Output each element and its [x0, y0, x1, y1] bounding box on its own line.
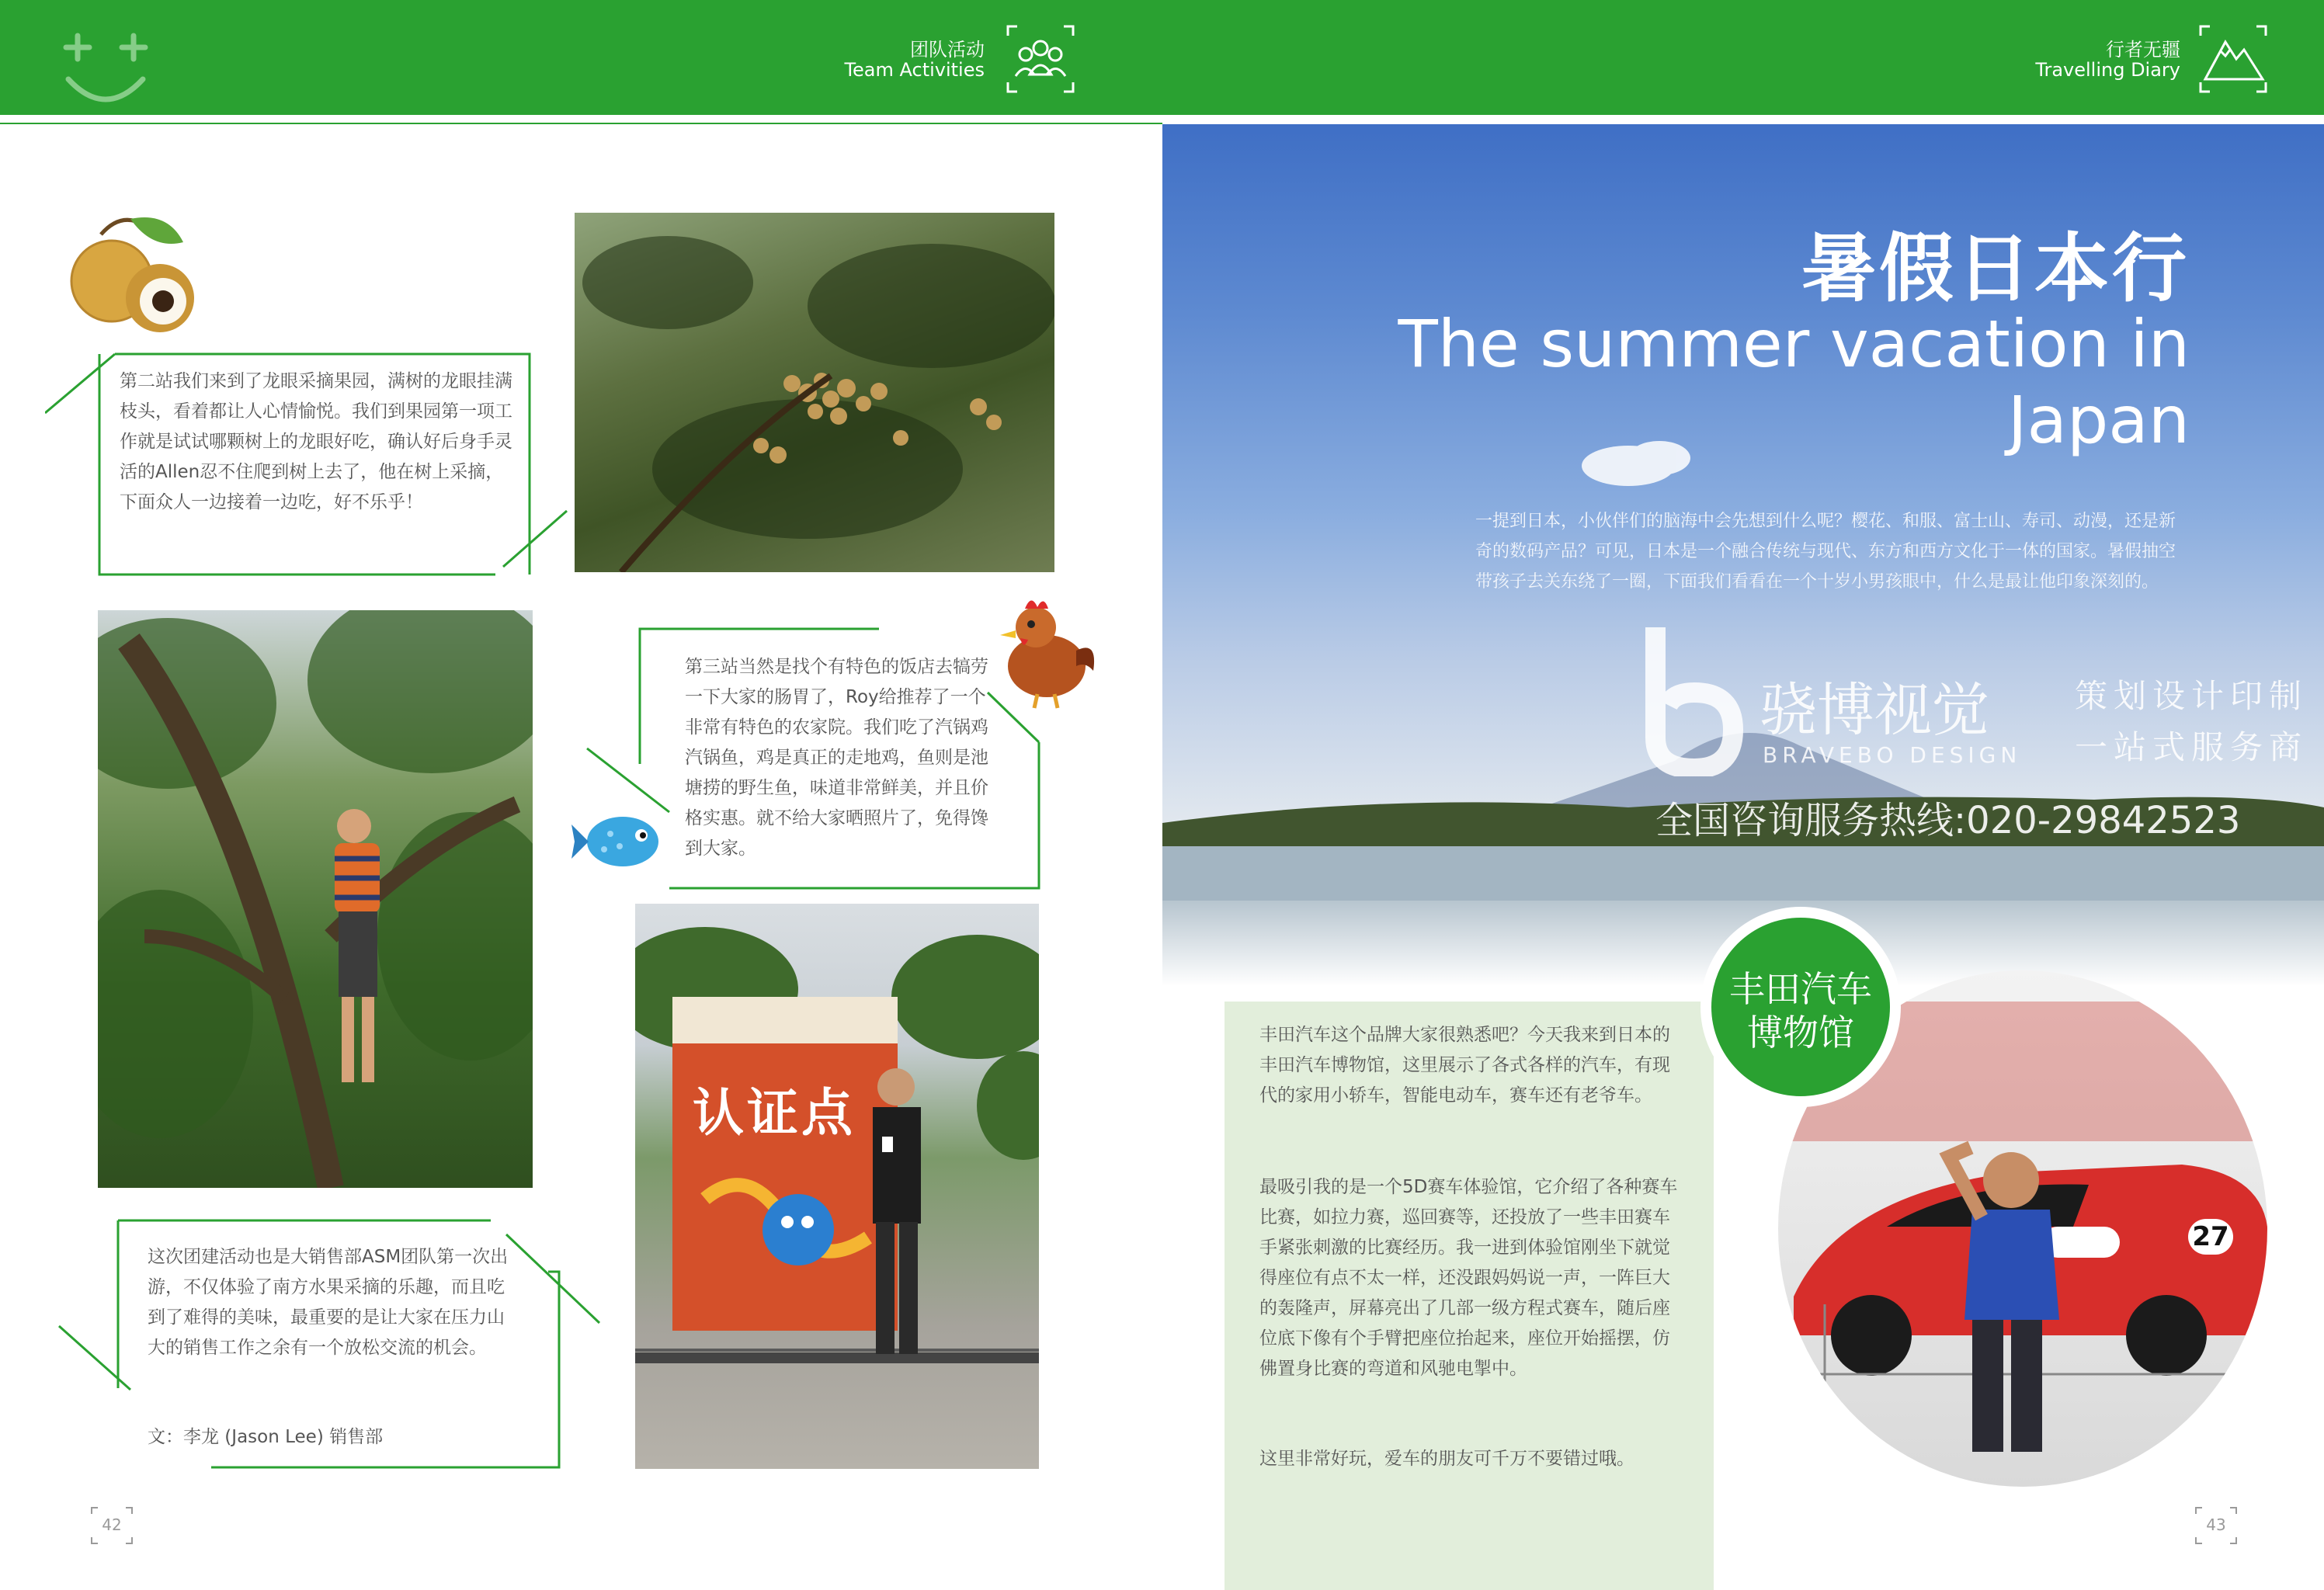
longan-fruit-icon — [67, 211, 203, 340]
title-cn: 暑假日本行 — [1801, 225, 2190, 312]
photo-longan-tree — [575, 213, 1054, 572]
header-divider — [0, 123, 1162, 124]
body-paragraph-2: 最吸引我的是一个5D赛车体验馆，它介绍了各种赛车比赛，如拉力赛，巡回赛等，还投放了一些丰田赛车手紧张刺激的比赛经历。我一进到体验馆刚坐下就觉得座位有点不太一样，还没跟妈妈说一声，一阵巨大的轰隆声，屏幕亮出了几部一级方程式赛车，随后座位底下像有个手臂把座位抬起来，座位开始摇摆，仿佛置身比赛的弯道和风驰电掣中。 — [1259, 1177, 1678, 1379]
watermark-hotline: 全国咨询服务热线:020-29842523 — [1655, 799, 2241, 842]
body-paragraph-3: 这里非常好玩，爱车的朋友可千万不要错过哦。 — [1259, 1449, 1634, 1469]
photo-man-climbing-tree — [98, 610, 533, 1188]
section-title-cn: 团队活动 — [910, 39, 985, 61]
team-people-icon — [1006, 25, 1075, 93]
photo-sign-text: 认证点 — [693, 1083, 856, 1143]
car-number-badge: 27 — [2188, 1219, 2233, 1255]
title-en: The summer vacation in Japan — [1398, 306, 2190, 458]
photo-man-at-sign — [635, 904, 1039, 1469]
watermark-brand-cn: 骁博视觉 — [1760, 677, 1989, 744]
section-title-en-right: Travelling Diary — [2035, 59, 2180, 81]
paragraph-longan-orchard: 第二站我们来到了龙眼采摘果园，满树的龙眼挂满枝头，看着都让人心情愉悦。我们到果园第一项工作就是试试哪颗树上的龙眼好吃，确认好后身手灵活的Allen忍不住爬到树上去了，他在树上采摘，下面众人一边接着一边吃，好不乐乎！ — [120, 371, 512, 512]
fish-icon — [570, 807, 665, 874]
page-number-right: 43 — [2206, 1515, 2226, 1534]
mountain-icon — [2199, 25, 2267, 93]
watermark-brand-en: BRAVEBO DESIGN — [1763, 742, 2022, 768]
section-title-en: Team Activities — [844, 59, 985, 81]
paragraph-restaurant: 第三站当然是找个有特色的饭店去犒劳一下大家的肠胃了，Roy给推荐了一个非常有特色的农家院。我们吃了汽锅鸡汽锅鱼，鸡是真正的走地鸡，鱼则是池塘捞的野生鱼，味道非常鲜美，并且价格实惠。就不给大家晒照片了，免得馋到大家。 — [685, 657, 988, 859]
watermark-slogan-1: 策划设计印制 — [2075, 677, 2308, 715]
brand-watermark-logo — [1638, 621, 1747, 776]
body-paragraph-1: 丰田汽车这个品牌大家很熟悉吧？今天我来到日本的丰田汽车博物馆，这里展示了各式各样的汽车，有现代的家用小轿车，智能电动车，赛车还有老爷车。 — [1259, 1025, 1670, 1106]
page-number-left: 42 — [102, 1515, 122, 1534]
badge-toyota-museum — [1711, 918, 1890, 1096]
paragraph-summary: 这次团建活动也是大销售部ASM团队第一次出游，不仅体验了南方水果采摘的乐趣，而且吃到了难得的美味，最重要的是让大家在压力山大的销售工作之余有一个放松交流的机会。 — [148, 1247, 509, 1358]
smiley-logo-icon — [62, 19, 155, 112]
badge-line-2: 博物馆 — [1747, 1012, 1854, 1054]
intro-paragraph: 一提到日本，小伙伴们的脑海中会先想到什么呢？樱花、和服、富士山、寿司、动漫，还是新奇的数码产品？可见，日本是一个融合传统与现代、东方和西方文化于一体的国家。暑假抽空带孩子去关东绕了一圈，下面我们看看在一个十岁小男孩眼中，什么是最让他印象深刻的。 — [1475, 512, 2176, 592]
author-credit: 文：李龙 (Jason Lee) 销售部 — [148, 1427, 384, 1447]
watermark-slogan-2: 一站式服务商 — [2075, 728, 2308, 766]
section-title-cn-right: 行者无疆 — [2106, 39, 2180, 61]
badge-line-1: 丰田汽车 — [1729, 968, 1872, 1010]
